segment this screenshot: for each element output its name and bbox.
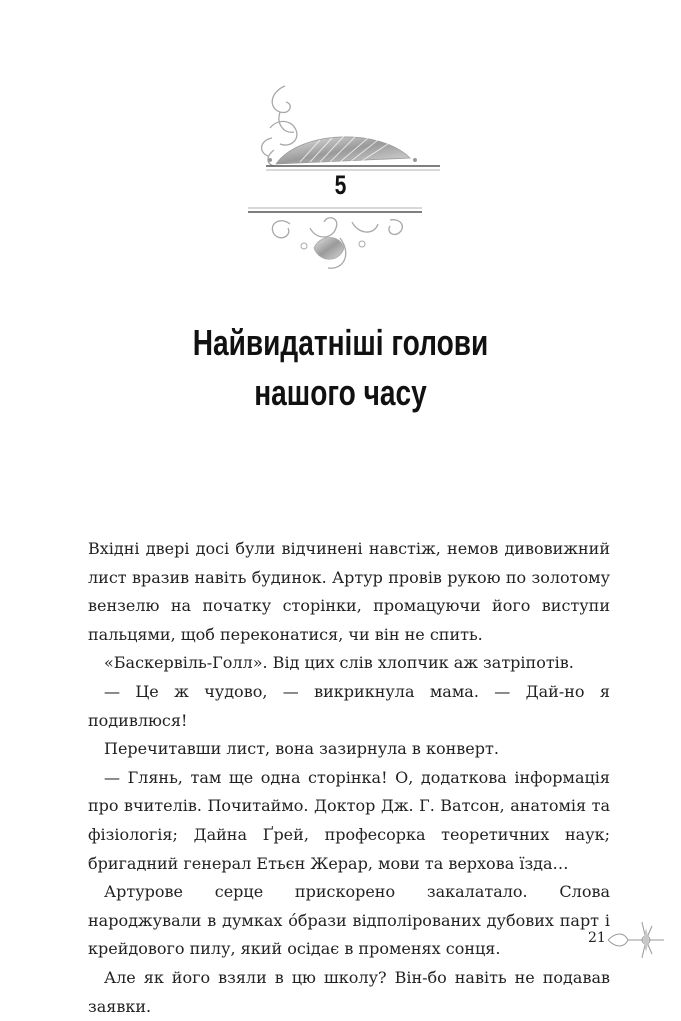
- page-number: 21: [588, 930, 606, 946]
- page-corner-ornament: [606, 918, 666, 962]
- paragraph: Перечитавши лист, вона зазирнула в конверт.: [104, 739, 499, 759]
- chapter-title-line1: Найвидатніші голови: [192, 322, 489, 363]
- paragraph: — Це ж чудово, — викрикнула мама. — Дай-но я подивлюся!: [88, 681, 610, 730]
- chapter-title-line2: нашого часу: [254, 372, 427, 413]
- paragraph: «Баскервіль-Голл». Від цих слів хлопчик аж затріпотів.: [104, 653, 574, 673]
- chapter-number: 5: [334, 170, 347, 200]
- body-text: [88, 535, 610, 1021]
- paragraph: Але як його взяли в цю школу? Він-бо навіть не подавав заявки.: [88, 967, 610, 1016]
- chapter-title: [0, 318, 681, 418]
- paragraph: Вхідні двері досі були відчинені навстіж, немов дивовижний лист вразив навіть будинок. Артур провів рукою по золотому вензелю на початку сторінки, промацуючи його виступи пальцями, щоб переконатися, чи він не спить.: [88, 539, 610, 644]
- paragraph: Артурове серце прискорено закалатало. Слова народжували в думках óбрази відполірованих дубових парт і крейдового пилу, який осідає в променях сонця.: [88, 882, 610, 959]
- paragraph: — Глянь, там ще одна сторінка! О, додаткова інформація про вчителів. Почитаймо. Доктор Дж. Г. Ватсон, анатомія та фізіологія; Дайна Ґрей, професорка теоретичних наук; бригадний генерал Етьєн Жерар, мови та верхова їзда…: [88, 767, 610, 873]
